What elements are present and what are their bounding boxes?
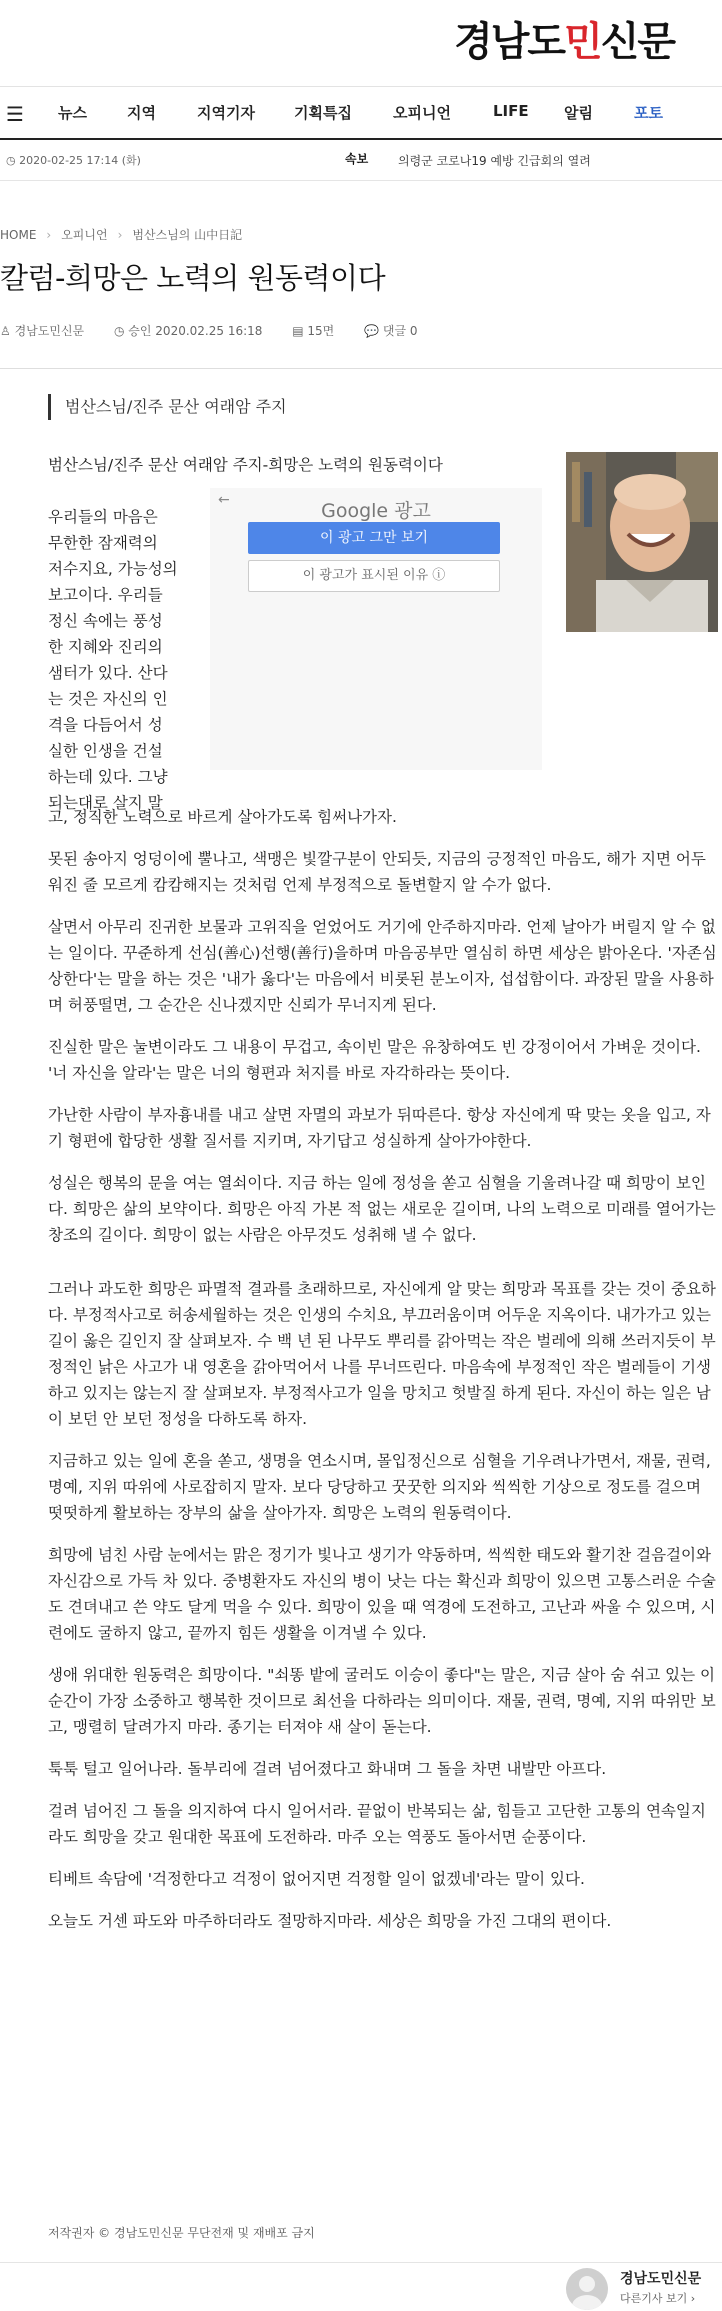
clock-icon: ◷ [6,154,16,167]
article-paragraph: 지금하고 있는 일에 혼을 쏟고, 생명을 연소시며, 몰입정신으로 심혈을 기우려나가면서, 재물, 권력, 명예, 지위 따위에 사로잡히지 말자. 보다 당당하고 꿋꿋한 의지와 씩씩한 기상으로 정도를 걸으며 떳떳하게 활보하는 장부의 삶을 살아가자. 희망은 노력의 원동력이다. [48,1452,711,1522]
breaking-news-link[interactable]: 의령군 코로나19 예방 긴급회의 열려 [398,154,591,168]
reporter-name: 경남도민신문 [620,2271,702,2287]
nav-item-news[interactable]: 뉴스 [58,104,87,122]
article-body [48,804,720,1950]
breaking-label: 속보 [345,152,369,166]
article-paragraph: 고, 정직한 노력으로 바르게 살아가도록 힘써나가자. [48,808,397,826]
article-paragraph: 그러나 과도한 희망은 파멸적 결과를 초래하므로, 자신에게 알 맞는 희망과 목표를 갖는 것이 중요하다. 부정적사고로 허송세월하는 것은 인생의 수치요, 부끄러움이며 어두운 지옥이다. 내가가고 있는 길이 옳은 길인지 잘 살펴보자. 수 백 년 된 나무도 뿌리를 갉아먹는 작은 벌레에 의해 쓰러지듯이 부정적인 낡은 사고가 내 영혼을 갉아먹어서 나를 무너뜨린다. 마음속에 부정적인 작은 벌레들이 기생하고 있지는 않는지 잘 살펴보자. 부정적사고가 일을 망치고 헛발질 하게 된다. 자신이 하는 일은 남이 보던 안 보던 정성을 다하도록 하자. [48,1280,716,1428]
current-date [6,152,141,168]
breadcrumb [0,226,242,243]
article-paragraph: 생애 위대한 원동력은 희망이다. "쇠똥 밭에 굴러도 이승이 좋다"는 말은, 지금 살아 숨 쉬고 있는 이 순간이 가장 소중하고 행복한 것이므로 최선을 다하라는 의미이다. 재물, 권력, 명예, 지위 따위만 보고, 맹렬히 달려가지 마라. 종기는 터져야 새 살이 돋는다. [48,1666,716,1736]
text-line: 실한 인생을 건설 [48,742,163,760]
article-paragraph: 오늘도 거센 파도와 마주하더라도 절망하지마라. 세상은 희망을 가진 그대의 편이다. [48,1912,612,1930]
site-logo[interactable] [454,10,674,67]
divider [0,2262,722,2263]
nav-item-special[interactable]: 기획특집 [294,104,352,122]
text-line: 한 지혜와 진리의 [48,638,163,656]
page-number: 15면 [307,324,335,338]
more-articles-link[interactable]: 다른기사 보기 › [620,2292,696,2305]
article-subtitle: 범산스님/진주 문산 여래암 주지 [48,394,287,420]
text-line: 보고이다. 우리들 [48,586,163,604]
divider [0,368,722,369]
author-photo [566,452,718,632]
nav-item-region-reporter[interactable]: 지역기자 [197,104,255,122]
text-line: 되는대로 살지 말 [48,794,163,812]
text-line: 무한한 잠재력의 [48,534,158,552]
why-ad-button[interactable]: 이 광고가 표시된 이유 ⓘ [248,560,500,592]
article-wrapped-text [48,504,180,816]
reporter-avatar [566,2268,608,2310]
article-paragraph: 진실한 말은 눌변이라도 그 내용이 무겁고, 속이빈 말은 유창하여도 빈 강정이어서 가벼운 것이다. '너 자신을 알라'는 말은 너의 형편과 처지를 바로 자각하라는 뜻이다. [48,1038,701,1082]
comment-icon: 💬 [364,324,380,338]
article-meta [0,322,444,339]
text-line: 는 것은 자신의 인 [48,690,168,708]
logo-text-2: 민 [564,19,601,65]
article-paragraph: 못된 송아지 엉덩이에 뿔나고, 색맹은 빛깔구분이 안되듯, 지금의 긍정적인 마음도, 해가 지면 어두워진 줄 모르게 캄캄해지는 것처럼 언제 부정적으로 돌변할지 알 수가 없다. [48,850,706,894]
comments-meta[interactable] [364,322,417,339]
article-paragraph: 가난한 사람이 부자흉내를 내고 살면 자멸의 과보가 뒤따른다. 항상 자신에게 딱 맞는 옷을 입고, 자기 형편에 합당한 생활 질서를 지키며, 자기답고 성실하게 살아가야한다. [48,1106,711,1150]
text-line: 하는데 있다. 그냥 [48,768,168,786]
stop-ad-button[interactable]: 이 광고 그만 보기 [248,522,500,554]
menu-icon[interactable]: ☰ [6,102,24,126]
google-ad-label: Google 광고 [321,500,431,522]
text-line: 저수지요, 가능성의 [48,560,178,578]
logo-text-1: 경남도 [454,19,565,65]
breadcrumb-opinion[interactable]: 오피니언 [61,228,108,242]
monk-portrait [566,452,718,632]
breadcrumb-separator: › [117,228,123,242]
nav-item-notice[interactable]: 알림 [564,104,593,122]
approved-meta [114,322,262,339]
back-arrow-icon[interactable]: ← [218,492,230,508]
breadcrumb-separator: › [46,228,52,242]
article-paragraph: 희망에 넘친 사람 눈에서는 맑은 정기가 빛나고 생기가 약동하며, 씩씩한 태도와 활기찬 걸음걸이와 자신감으로 가득 차 있다. 중병환자도 자신의 병이 낫는 다는 확신과 희망이 있으면 고통스러운 수술도 견뎌내고 쓴 약도 달게 먹을 수 있다. 희망이 있을 때 역경에 도전하고, 고난과 싸울 수 있으며, 시련에도 굴하지 않고, 끝까지 힘든 생활을 이겨낼 수 있다. [48,1546,716,1642]
nav-item-life[interactable]: LIFE [493,102,529,120]
article-paragraph: 걸려 넘어진 그 돌을 의지하여 다시 일어서라. 끝없이 반복되는 삶, 힘들고 고단한 고통의 연속일지라도 희망을 갖고 원대한 목표에 도전하라. 마주 오는 역풍도 돌아서면 순풍이다. [48,1802,706,1846]
info-bar [0,140,722,181]
nav-item-opinion[interactable]: 오피니언 [393,104,451,122]
nav-item-photo[interactable]: 포토 [634,104,663,122]
author-meta [0,322,84,339]
article-lead: 범산스님/진주 문산 여래암 주지-희망은 노력의 원동력이다 [48,456,443,474]
text-line: 샘터가 있다. 산다 [48,664,168,682]
logo-text-3: 신문 [600,19,674,65]
article-paragraph: 티베트 속담에 '걱정한다고 걱정이 없어지면 걱정할 일이 없겠네'라는 말이 있다. [48,1870,585,1888]
nav-item-region[interactable]: 지역 [127,104,156,122]
text-line: 우리들의 마음은 [48,508,158,526]
google-ad [210,488,542,770]
user-icon: ♙ [0,324,11,338]
text-line: 격을 다듬어서 성 [48,716,163,734]
clock-icon: ◷ [113,324,125,338]
page-meta [292,322,334,339]
text-line: 정신 속에는 풍성 [48,612,163,630]
article-title: 칼럼-희망은 노력의 원동력이다 [0,261,386,295]
current-date-text: 2020-02-25 17:14 (화) [19,154,141,167]
newspaper-icon: ▤ [292,324,304,338]
author-name: 경남도민신문 [14,324,85,338]
breadcrumb-section[interactable]: 범산스님의 山中日記 [132,228,243,242]
avatar-icon [566,2268,608,2310]
site-header [0,0,722,87]
approved-date: 승인 2020.02.25 16:18 [128,324,263,338]
comment-count: 댓글 0 [382,324,418,338]
copyright-notice: 저작권자 © 경남도민신문 무단전재 및 재배포 금지 [48,2226,315,2240]
article-paragraph: 성실은 행복의 문을 여는 열쇠이다. 지금 하는 일에 정성을 쏟고 심혈을 기울려나갈 때 희망이 보인다. 희망은 삶의 보약이다. 희망은 아직 가본 적 없는 새로운 길이며, 나의 노력으로 미래를 열어가는 창조의 길이다. 희망이 없는 사람은 아무것도 성취해 낼 수 없다. [48,1174,716,1244]
article-paragraph: 툭툭 털고 일어나라. 돌부리에 걸려 넘어졌다고 화내며 그 돌을 차면 내발만 아프다. [48,1760,607,1778]
article-paragraph: 살면서 아무리 진귀한 보물과 고위직을 얻었어도 거기에 안주하지마라. 언제 날아가 버릴지 알 수 없는 일이다. 꾸준하게 선심(善心)선행(善行)을하며 마음공부만 열심히 하면 세상은 밝아온다. '자존심 상한다'는 말을 하는 것은 '내가 옳다'는 마음에서 비롯된 분노이자, 섭섭함이다. 과장된 말을 사용하며 허풍떨면, 그 순간은 신나겠지만 신뢰가 무너지게 된다. [48,918,717,1014]
main-nav [0,86,722,140]
breadcrumb-home[interactable]: HOME [0,228,37,242]
